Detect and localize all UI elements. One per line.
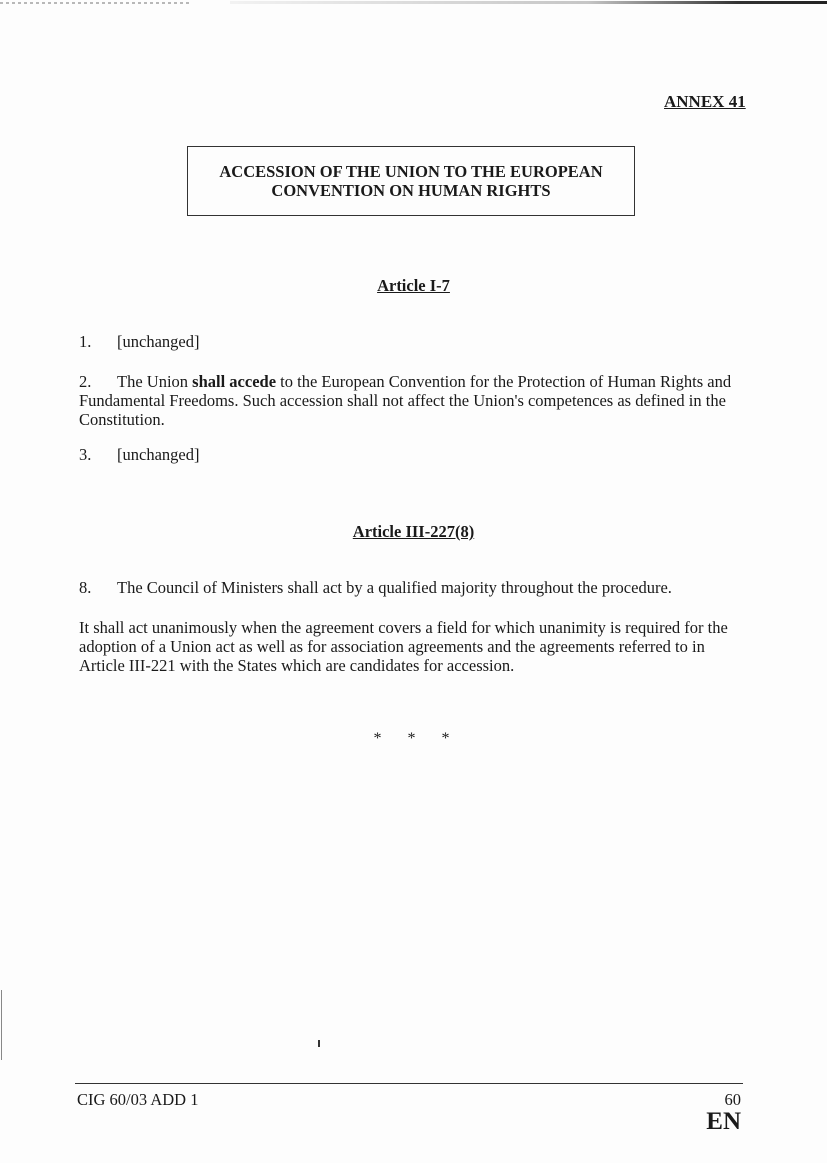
paragraph-text: [unchanged]: [117, 445, 200, 464]
paragraph: It shall act unanimously when the agreement covers a field for which unanimity is required for the adoption of a Union act as well as for association agreements and the agreements referred to in Article III-221 with the States which are candidates for accession.: [79, 618, 728, 675]
paragraph-number: 1.: [79, 332, 92, 351]
title-line-2: CONVENTION ON HUMAN RIGHTS: [271, 181, 551, 200]
paragraph-emphasis: shall accede: [192, 372, 277, 391]
paragraph: [79, 578, 739, 597]
scan-speck: [318, 1040, 320, 1047]
paragraph-number: 3.: [79, 445, 92, 464]
paragraph: [79, 372, 739, 429]
scan-edge-left: [1, 990, 2, 1060]
paragraph-text: to the European Convention for the Protection of Human Rights and Fundamental Freedoms. Such accession shall not affect the Union's competences as defined in the Constitution.: [79, 372, 732, 429]
paragraph: [79, 332, 739, 351]
annex-label: ANNEX 41: [664, 92, 746, 111]
paragraph-text: The Council of Ministers shall act by a qualified majority throughout the procedure.: [117, 578, 672, 597]
document-reference: CIG 60/03 ADD 1: [77, 1090, 199, 1109]
title-line-1: ACCESSION OF THE UNION TO THE EUROPEAN: [219, 162, 603, 181]
title-box: [187, 146, 635, 216]
paragraph-text: The Union: [117, 372, 193, 391]
article-heading: Article III-227(8): [352, 522, 475, 541]
footer-rule: [75, 1083, 743, 1084]
article-heading: Article I-7: [377, 276, 450, 295]
paragraph-text: [unchanged]: [117, 332, 200, 351]
page-number: 60: [724, 1090, 741, 1109]
paragraph-number: 2.: [79, 372, 92, 391]
paragraph: [79, 445, 739, 464]
scan-edge-top: [0, 0, 827, 8]
separator-stars: * * *: [373, 730, 454, 747]
paragraph-number: 8.: [79, 578, 92, 597]
language-code: EN: [706, 1108, 741, 1135]
